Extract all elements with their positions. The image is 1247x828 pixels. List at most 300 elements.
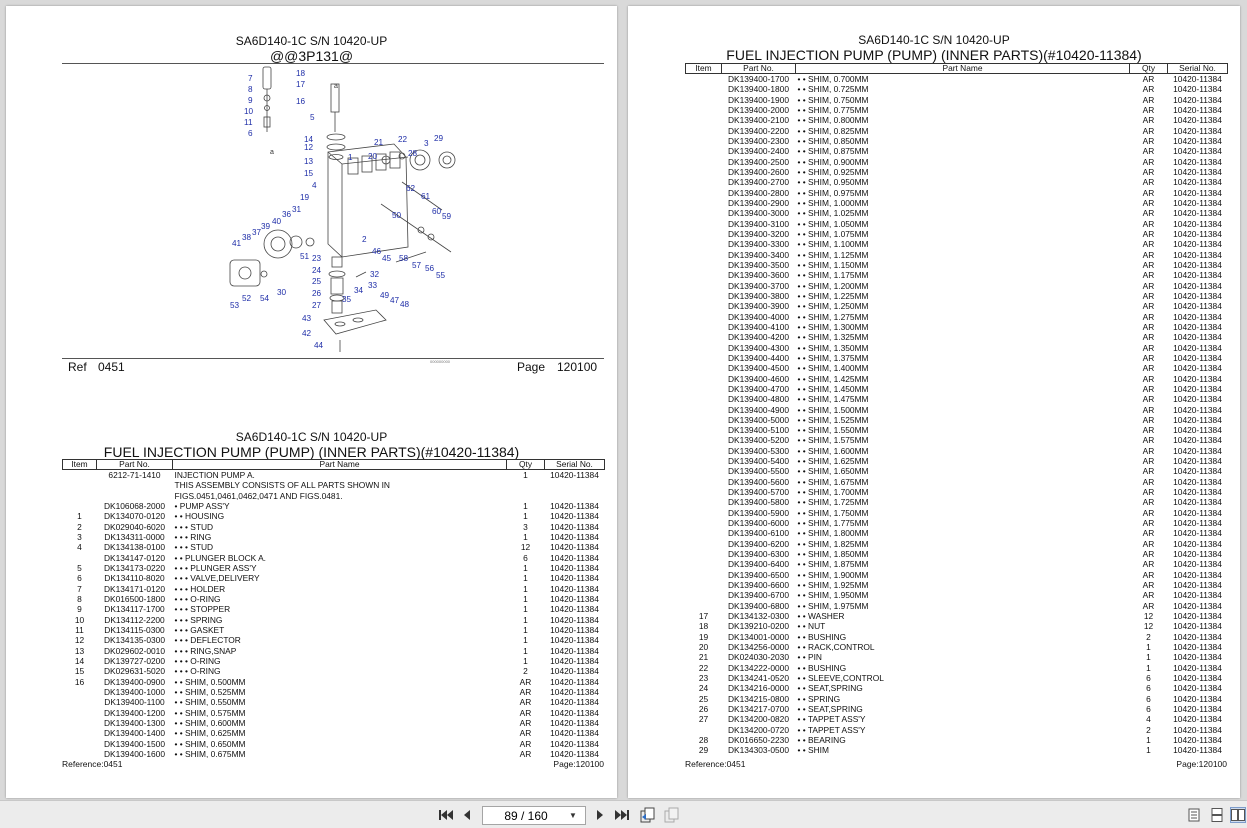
part-no-cell: DK139400-3300 bbox=[727, 239, 789, 250]
page-layout-disabled-button[interactable] bbox=[664, 807, 680, 823]
qty-cell: 1 bbox=[523, 500, 528, 511]
part-name-cell: • • • VALVE,DELIVERY bbox=[174, 573, 260, 584]
page-layout-disabled-icon bbox=[664, 807, 680, 823]
table-row bbox=[686, 219, 1228, 229]
part-no-cell: DK139400-3800 bbox=[727, 290, 789, 301]
part-no-cell: DK139400-4600 bbox=[727, 373, 789, 384]
table-row bbox=[686, 74, 1228, 85]
table-header-row bbox=[686, 64, 1228, 74]
serial-no-cell: 10420-11384 bbox=[1173, 652, 1222, 663]
callout-49: 49 bbox=[380, 291, 390, 300]
item-cell bbox=[686, 518, 722, 528]
part-no-cell: DK139400-2500 bbox=[727, 156, 789, 167]
item-cell bbox=[686, 281, 722, 291]
serial-no-cell: 10420-11384 bbox=[1173, 683, 1222, 694]
table-row bbox=[686, 704, 1228, 714]
qty-cell: AR bbox=[1142, 528, 1155, 539]
qty-cell: AR bbox=[1142, 166, 1155, 177]
qty-cell: AR bbox=[1142, 518, 1155, 529]
part-no-cell: DK134173-0220 bbox=[103, 562, 165, 573]
part-name-cell: • • SEAT,SPRING bbox=[797, 704, 863, 715]
part-name-cell: • • SHIM, 1.200MM bbox=[797, 280, 869, 291]
serial-no-cell: 10420-11384 bbox=[550, 593, 599, 604]
table-row bbox=[686, 95, 1228, 105]
part-name-cell: • • SHIM, 1.075MM bbox=[797, 228, 869, 239]
table-row bbox=[63, 511, 605, 521]
part-no-cell: DK139400-2900 bbox=[727, 197, 789, 208]
table-row bbox=[686, 559, 1228, 569]
qty-cell: AR bbox=[1142, 249, 1155, 260]
diagram-model-title: SA6D140-1C S/N 10420-UP bbox=[235, 34, 388, 48]
part-no-cell: DK134115-0300 bbox=[104, 624, 165, 635]
item-cell bbox=[686, 456, 722, 466]
qty-cell: 1 bbox=[523, 531, 528, 542]
item-cell bbox=[686, 343, 722, 353]
table-row bbox=[686, 229, 1228, 239]
qty-cell: AR bbox=[1142, 559, 1155, 570]
serial-no-cell: 10420-11384 bbox=[1173, 197, 1222, 208]
item-cell bbox=[686, 136, 722, 146]
serial-no-cell: 10420-11384 bbox=[1173, 84, 1222, 95]
table-row bbox=[63, 532, 605, 542]
table-row bbox=[63, 697, 605, 707]
table-row bbox=[686, 435, 1228, 445]
part-no-cell: DK139400-5100 bbox=[727, 425, 789, 436]
qty-cell: AR bbox=[1142, 590, 1155, 601]
qty-cell: 1 bbox=[1146, 735, 1151, 745]
qty-cell: AR bbox=[1142, 538, 1155, 549]
part-no-cell: DK139400-5000 bbox=[727, 414, 789, 425]
serial-no-cell: 10420-11384 bbox=[1173, 228, 1222, 239]
page-number-selector[interactable] bbox=[482, 806, 586, 825]
qty-cell: AR bbox=[1142, 146, 1155, 157]
part-name-cell: • • SHIM, 0.900MM bbox=[797, 156, 869, 167]
item-cell: 1 bbox=[77, 511, 82, 522]
table-row bbox=[63, 677, 605, 687]
previous-page-button[interactable] bbox=[459, 807, 475, 823]
part-name-cell: • • TAPPET ASS'Y bbox=[797, 724, 866, 735]
item-cell: 4 bbox=[77, 542, 82, 553]
item-cell: 2 bbox=[77, 521, 82, 532]
table-row bbox=[63, 615, 605, 625]
part-name-cell: • • BEARING bbox=[797, 735, 846, 745]
part-no-cell: DK139400-4200 bbox=[727, 332, 789, 343]
item-cell bbox=[686, 146, 722, 156]
qty-cell: AR bbox=[1142, 135, 1155, 146]
serial-no-cell: 10420-11384 bbox=[1173, 580, 1222, 591]
qty-cell: AR bbox=[1142, 549, 1155, 560]
qty-cell: 1 bbox=[523, 511, 528, 522]
table-row bbox=[63, 542, 605, 552]
table-row bbox=[686, 126, 1228, 136]
item-cell bbox=[686, 415, 722, 425]
qty-cell: 6 bbox=[1146, 693, 1151, 704]
serial-no-cell: 10420-11384 bbox=[1173, 383, 1222, 394]
continuous-view-button[interactable] bbox=[1209, 807, 1225, 823]
diagram-code: 000000000 bbox=[430, 359, 451, 364]
item-cell: 9 bbox=[77, 604, 82, 615]
single-page-view-icon bbox=[1188, 808, 1200, 822]
part-no-cell: DK134241-0520 bbox=[727, 673, 789, 684]
part-no-cell: DK139400-2200 bbox=[727, 125, 789, 136]
serial-no-cell: 10420-11384 bbox=[1173, 373, 1222, 384]
item-cell bbox=[63, 739, 97, 749]
serial-no-cell: 10420-11384 bbox=[1173, 352, 1222, 363]
part-no-cell: DK139400-5800 bbox=[727, 497, 789, 508]
serial-no-cell: 10420-11384 bbox=[1173, 559, 1222, 570]
callout-50: 50 bbox=[392, 211, 402, 220]
part-no-cell: DK134147-0120 bbox=[103, 552, 165, 563]
qty-cell bbox=[507, 491, 545, 501]
qty-cell: AR bbox=[1142, 104, 1155, 115]
item-cell: 5 bbox=[77, 562, 82, 573]
column-header-serial-no: Serial No. bbox=[1168, 64, 1228, 74]
parts-table-right bbox=[685, 63, 1228, 756]
serial-no-cell: 10420-11384 bbox=[1173, 631, 1222, 642]
serial-no-cell: 10420-11384 bbox=[1173, 600, 1222, 611]
part-name-cell: • • • DEFLECTOR bbox=[174, 635, 241, 646]
diagram-code-title: @@3P131@ bbox=[269, 48, 354, 64]
part-no-cell: DK139400-4000 bbox=[727, 311, 789, 322]
serial-no-cell: 10420-11384 bbox=[1173, 704, 1222, 715]
part-no-cell: DK139400-5400 bbox=[727, 456, 789, 467]
table-row bbox=[63, 635, 605, 645]
part-name-cell: • • SHIM, 1.425MM bbox=[797, 373, 869, 384]
part-name-cell: • • SHIM, 1.350MM bbox=[797, 342, 869, 353]
qty-cell: 12 bbox=[1143, 621, 1154, 632]
callout-22: 22 bbox=[398, 135, 408, 144]
part-name-cell: • • SHIM, 1.950MM bbox=[797, 590, 869, 601]
part-no-cell: DK139400-1600 bbox=[103, 748, 165, 759]
serial-no-cell: 10420-11384 bbox=[550, 686, 599, 697]
table-row bbox=[686, 621, 1228, 631]
callout-17: 17 bbox=[296, 80, 306, 89]
serial-no-cell: 10420-11384 bbox=[1173, 538, 1222, 549]
table-row bbox=[686, 508, 1228, 518]
item-cell bbox=[63, 501, 97, 511]
part-no-cell: DK134001-0000 bbox=[727, 631, 789, 642]
table-row bbox=[686, 198, 1228, 208]
part-no-cell: DK139400-4800 bbox=[727, 394, 789, 405]
qty-cell: AR bbox=[1142, 363, 1155, 374]
serial-no-cell: 10420-11384 bbox=[1173, 208, 1222, 219]
serial-no-cell: 10420-11384 bbox=[1173, 435, 1222, 446]
callout-13: 13 bbox=[304, 157, 314, 166]
item-cell bbox=[63, 687, 97, 697]
callout-2: 2 bbox=[362, 235, 367, 244]
qty-cell: AR bbox=[1142, 445, 1155, 456]
item-cell: 8 bbox=[77, 593, 82, 604]
qty-cell: AR bbox=[519, 717, 532, 728]
callout-61: 61 bbox=[421, 192, 431, 201]
first-page-button[interactable] bbox=[438, 807, 454, 823]
qty-cell: AR bbox=[1142, 414, 1155, 425]
table-row bbox=[63, 739, 605, 749]
qty-cell: AR bbox=[1142, 487, 1155, 498]
qty-cell: AR bbox=[1142, 311, 1155, 322]
part-no-cell: DK139400-3100 bbox=[727, 218, 789, 229]
part-name-cell: • • SHIM, 1.550MM bbox=[797, 425, 869, 436]
part-name-cell: • • NUT bbox=[797, 621, 826, 632]
part-name-cell: • • SHIM, 0.500MM bbox=[174, 676, 246, 687]
qty-cell: AR bbox=[1142, 84, 1155, 95]
part-no-cell: DK139400-5600 bbox=[727, 476, 789, 487]
serial-no-cell: 10420-11384 bbox=[550, 470, 599, 480]
qty-cell: 1 bbox=[1146, 642, 1151, 653]
callout-57: 57 bbox=[412, 261, 422, 270]
qty-cell: AR bbox=[519, 686, 532, 697]
item-cell: 14 bbox=[74, 655, 85, 666]
table-row bbox=[686, 632, 1228, 642]
table-row bbox=[686, 405, 1228, 415]
pdf-viewer-toolbar bbox=[0, 800, 1247, 828]
item-cell: 17 bbox=[698, 611, 709, 622]
part-no-cell: 6212-71-1410 bbox=[108, 470, 161, 480]
part-no-cell: DK139400-0900 bbox=[103, 676, 165, 687]
part-no-cell: DK139400-4100 bbox=[727, 321, 789, 332]
part-name-cell: • • SHIM, 1.675MM bbox=[797, 476, 869, 487]
serial-no-cell: 10420-11384 bbox=[1173, 187, 1222, 198]
qty-cell: AR bbox=[1142, 156, 1155, 167]
serial-no-cell: 10420-11384 bbox=[550, 707, 599, 718]
table-row bbox=[686, 694, 1228, 704]
serial-no-cell: 10420-11384 bbox=[1173, 714, 1222, 725]
item-cell: 7 bbox=[77, 583, 82, 594]
serial-no-cell: 10420-11384 bbox=[1173, 115, 1222, 126]
serial-no-cell: 10420-11384 bbox=[1173, 476, 1222, 487]
item-cell bbox=[686, 312, 722, 322]
part-name-cell: • • • RING bbox=[174, 531, 212, 542]
part-no-cell: DK134117-1700 bbox=[104, 604, 165, 615]
part-no-cell: DK134200-0720 bbox=[727, 724, 789, 735]
table-row bbox=[686, 518, 1228, 528]
callout-52: 52 bbox=[242, 294, 252, 303]
serial-no-cell: 10420-11384 bbox=[1173, 135, 1222, 146]
serial-no-cell: 10420-11384 bbox=[1173, 569, 1222, 580]
table-row bbox=[686, 528, 1228, 538]
part-name-cell: • • • GASKET bbox=[174, 624, 225, 635]
chevron-down-icon[interactable]: ▼ bbox=[569, 811, 577, 820]
page-number-input[interactable] bbox=[483, 807, 569, 824]
callout-a-upper: a bbox=[334, 83, 338, 90]
item-cell bbox=[686, 126, 722, 136]
part-no-cell: DK139400-1900 bbox=[727, 94, 789, 105]
part-name-cell: • • SHIM bbox=[797, 745, 829, 756]
qty-cell: 6 bbox=[1146, 704, 1151, 715]
table-row bbox=[686, 146, 1228, 156]
part-name-cell: • • • STOPPER bbox=[174, 604, 231, 615]
part-name-cell: • • SHIM, 1.900MM bbox=[797, 569, 869, 580]
item-cell bbox=[686, 601, 722, 611]
item-cell bbox=[686, 84, 722, 94]
item-cell: 16 bbox=[74, 676, 85, 687]
serial-no-cell: 10420-11384 bbox=[550, 645, 599, 656]
part-no-cell: DK139400-6700 bbox=[727, 590, 789, 601]
qty-cell: AR bbox=[1142, 197, 1155, 208]
qty-cell: AR bbox=[519, 738, 532, 749]
page-value: 120100 bbox=[557, 360, 598, 374]
serial-no-cell bbox=[545, 480, 605, 490]
callout-25: 25 bbox=[312, 277, 322, 286]
callout-6: 6 bbox=[248, 129, 253, 138]
part-name-cell: • • SHIM, 0.950MM bbox=[797, 177, 869, 188]
serial-no-cell: 10420-11384 bbox=[1173, 673, 1222, 684]
callout-3: 3 bbox=[424, 139, 429, 148]
page-layout-button[interactable] bbox=[640, 807, 656, 823]
part-name-cell: • • SHIM, 0.775MM bbox=[797, 104, 869, 115]
serial-no-cell bbox=[545, 491, 605, 501]
qty-cell: AR bbox=[1142, 476, 1155, 487]
item-cell bbox=[63, 480, 97, 490]
callout-30: 30 bbox=[277, 288, 287, 297]
part-name-cell: • • SHIM, 1.625MM bbox=[797, 456, 869, 467]
qty-cell: 1 bbox=[523, 593, 528, 604]
continuous-view-icon bbox=[1211, 808, 1223, 822]
two-page-view-button[interactable] bbox=[1230, 807, 1246, 823]
item-cell bbox=[686, 167, 722, 177]
item-cell bbox=[686, 725, 722, 735]
parts-list-title: FUEL INJECTION PUMP (PUMP) (INNER PARTS)(#10420-11384) bbox=[726, 47, 1142, 63]
serial-no-cell: 10420-11384 bbox=[1173, 166, 1222, 177]
item-cell: 21 bbox=[698, 652, 709, 663]
part-no-cell: DK134112-2200 bbox=[104, 614, 165, 625]
right-document-page bbox=[628, 6, 1240, 798]
qty-cell: AR bbox=[1142, 569, 1155, 580]
item-cell: 15 bbox=[74, 666, 85, 677]
serial-no-cell: 10420-11384 bbox=[1173, 218, 1222, 229]
serial-no-cell: 10420-11384 bbox=[550, 542, 599, 553]
part-name-cell: • • SHIM, 1.175MM bbox=[797, 270, 869, 281]
part-no-cell: DK139400-6500 bbox=[727, 569, 789, 580]
part-no-cell: DK139400-4700 bbox=[727, 383, 789, 394]
parts-list-title: FUEL INJECTION PUMP (PUMP) (INNER PARTS)(#10420-11384) bbox=[103, 444, 520, 460]
serial-no-cell: 10420-11384 bbox=[550, 676, 599, 687]
table-row bbox=[63, 666, 605, 676]
table-row bbox=[686, 611, 1228, 621]
next-page-button[interactable] bbox=[592, 807, 608, 823]
table-row bbox=[686, 188, 1228, 198]
table-row bbox=[686, 353, 1228, 363]
table-row bbox=[686, 683, 1228, 693]
part-name-cell: • • • STUD bbox=[174, 542, 214, 553]
serial-no-cell: 10420-11384 bbox=[1173, 332, 1222, 343]
part-no-cell: DK139400-1100 bbox=[104, 697, 165, 708]
table-row bbox=[686, 115, 1228, 125]
table-row bbox=[686, 580, 1228, 590]
qty-cell: AR bbox=[1142, 580, 1155, 591]
serial-no-cell: 10420-11384 bbox=[550, 511, 599, 522]
serial-no-cell: 10420-11384 bbox=[1173, 549, 1222, 560]
part-no-cell: DK016650-2230 bbox=[727, 735, 789, 745]
table-row bbox=[63, 573, 605, 583]
serial-no-cell: 10420-11384 bbox=[1173, 735, 1222, 745]
item-cell: 26 bbox=[698, 704, 709, 715]
item-cell bbox=[686, 332, 722, 342]
table-row bbox=[686, 539, 1228, 549]
single-page-view-button[interactable] bbox=[1186, 807, 1202, 823]
qty-cell: AR bbox=[1142, 466, 1155, 477]
serial-no-cell: 10420-11384 bbox=[550, 635, 599, 646]
callout-37: 37 bbox=[252, 228, 262, 237]
qty-cell: 6 bbox=[1146, 673, 1151, 684]
serial-no-cell: 10420-11384 bbox=[550, 697, 599, 708]
footer-page: Page:120100 bbox=[553, 759, 604, 769]
table-row bbox=[686, 239, 1228, 249]
callout-21: 21 bbox=[374, 138, 384, 147]
part-name-cell: • • SHIM, 1.025MM bbox=[797, 208, 869, 219]
last-page-button[interactable] bbox=[614, 807, 630, 823]
part-no-cell: DK139400-3600 bbox=[727, 270, 789, 281]
item-cell: 22 bbox=[698, 662, 709, 673]
table-row bbox=[686, 477, 1228, 487]
item-cell bbox=[686, 270, 722, 280]
part-name-cell: • • SHIM, 0.975MM bbox=[797, 187, 869, 198]
part-name-cell: • • WASHER bbox=[797, 611, 845, 622]
item-cell bbox=[686, 229, 722, 239]
item-cell bbox=[686, 239, 722, 249]
part-name-cell: • • SHIM, 0.825MM bbox=[797, 125, 869, 136]
column-header-item: Item bbox=[686, 64, 722, 74]
qty-cell: AR bbox=[1142, 177, 1155, 188]
qty-cell: AR bbox=[519, 707, 532, 718]
part-name-cell: FIGS.0451,0461,0462,0471 AND FIGS.0481. bbox=[174, 490, 343, 501]
part-no-cell: DK139400-1800 bbox=[727, 84, 789, 95]
item-cell bbox=[686, 405, 722, 415]
qty-cell: AR bbox=[1142, 373, 1155, 384]
item-cell: 11 bbox=[75, 624, 84, 635]
part-no-cell: DK139727-0200 bbox=[103, 655, 165, 666]
table-row bbox=[63, 656, 605, 666]
callout-48: 48 bbox=[400, 300, 410, 309]
item-cell: 3 bbox=[77, 531, 82, 542]
table-row bbox=[686, 363, 1228, 373]
item-cell: 20 bbox=[698, 642, 709, 653]
part-name-cell: • • TAPPET ASS'Y bbox=[797, 714, 866, 725]
item-cell bbox=[686, 374, 722, 384]
part-name-cell: • • SHIM, 1.575MM bbox=[797, 435, 869, 446]
qty-cell: AR bbox=[1142, 332, 1155, 343]
part-name-cell: • • • O-RING bbox=[174, 666, 221, 677]
table-row bbox=[686, 642, 1228, 652]
table-row bbox=[686, 270, 1228, 280]
column-header-part-no: Part No. bbox=[722, 64, 796, 74]
qty-cell: AR bbox=[1142, 259, 1155, 270]
serial-no-cell: 10420-11384 bbox=[550, 531, 599, 542]
left-document-page bbox=[6, 6, 617, 798]
qty-cell: AR bbox=[1142, 74, 1155, 84]
table-row bbox=[63, 718, 605, 728]
part-no-cell: DK139400-6300 bbox=[727, 549, 789, 560]
callout-9: 9 bbox=[248, 96, 253, 105]
item-cell bbox=[686, 466, 722, 476]
item-cell: 24 bbox=[698, 683, 709, 694]
item-cell bbox=[63, 553, 97, 563]
serial-no-cell: 10420-11384 bbox=[550, 583, 599, 594]
table-row bbox=[63, 625, 605, 635]
table-row bbox=[686, 177, 1228, 187]
callout-60: 60 bbox=[432, 207, 442, 216]
qty-cell: AR bbox=[1142, 507, 1155, 518]
qty-cell: AR bbox=[1142, 497, 1155, 508]
item-cell bbox=[686, 549, 722, 559]
callout-55: 55 bbox=[436, 271, 446, 280]
callout-34: 34 bbox=[354, 286, 364, 295]
item-cell bbox=[686, 250, 722, 260]
part-name-cell: • • SHIM, 0.875MM bbox=[797, 146, 869, 157]
serial-no-cell: 10420-11384 bbox=[1173, 445, 1222, 456]
qty-cell: AR bbox=[1142, 94, 1155, 105]
part-name-cell: • • SHIM, 1.525MM bbox=[797, 414, 869, 425]
